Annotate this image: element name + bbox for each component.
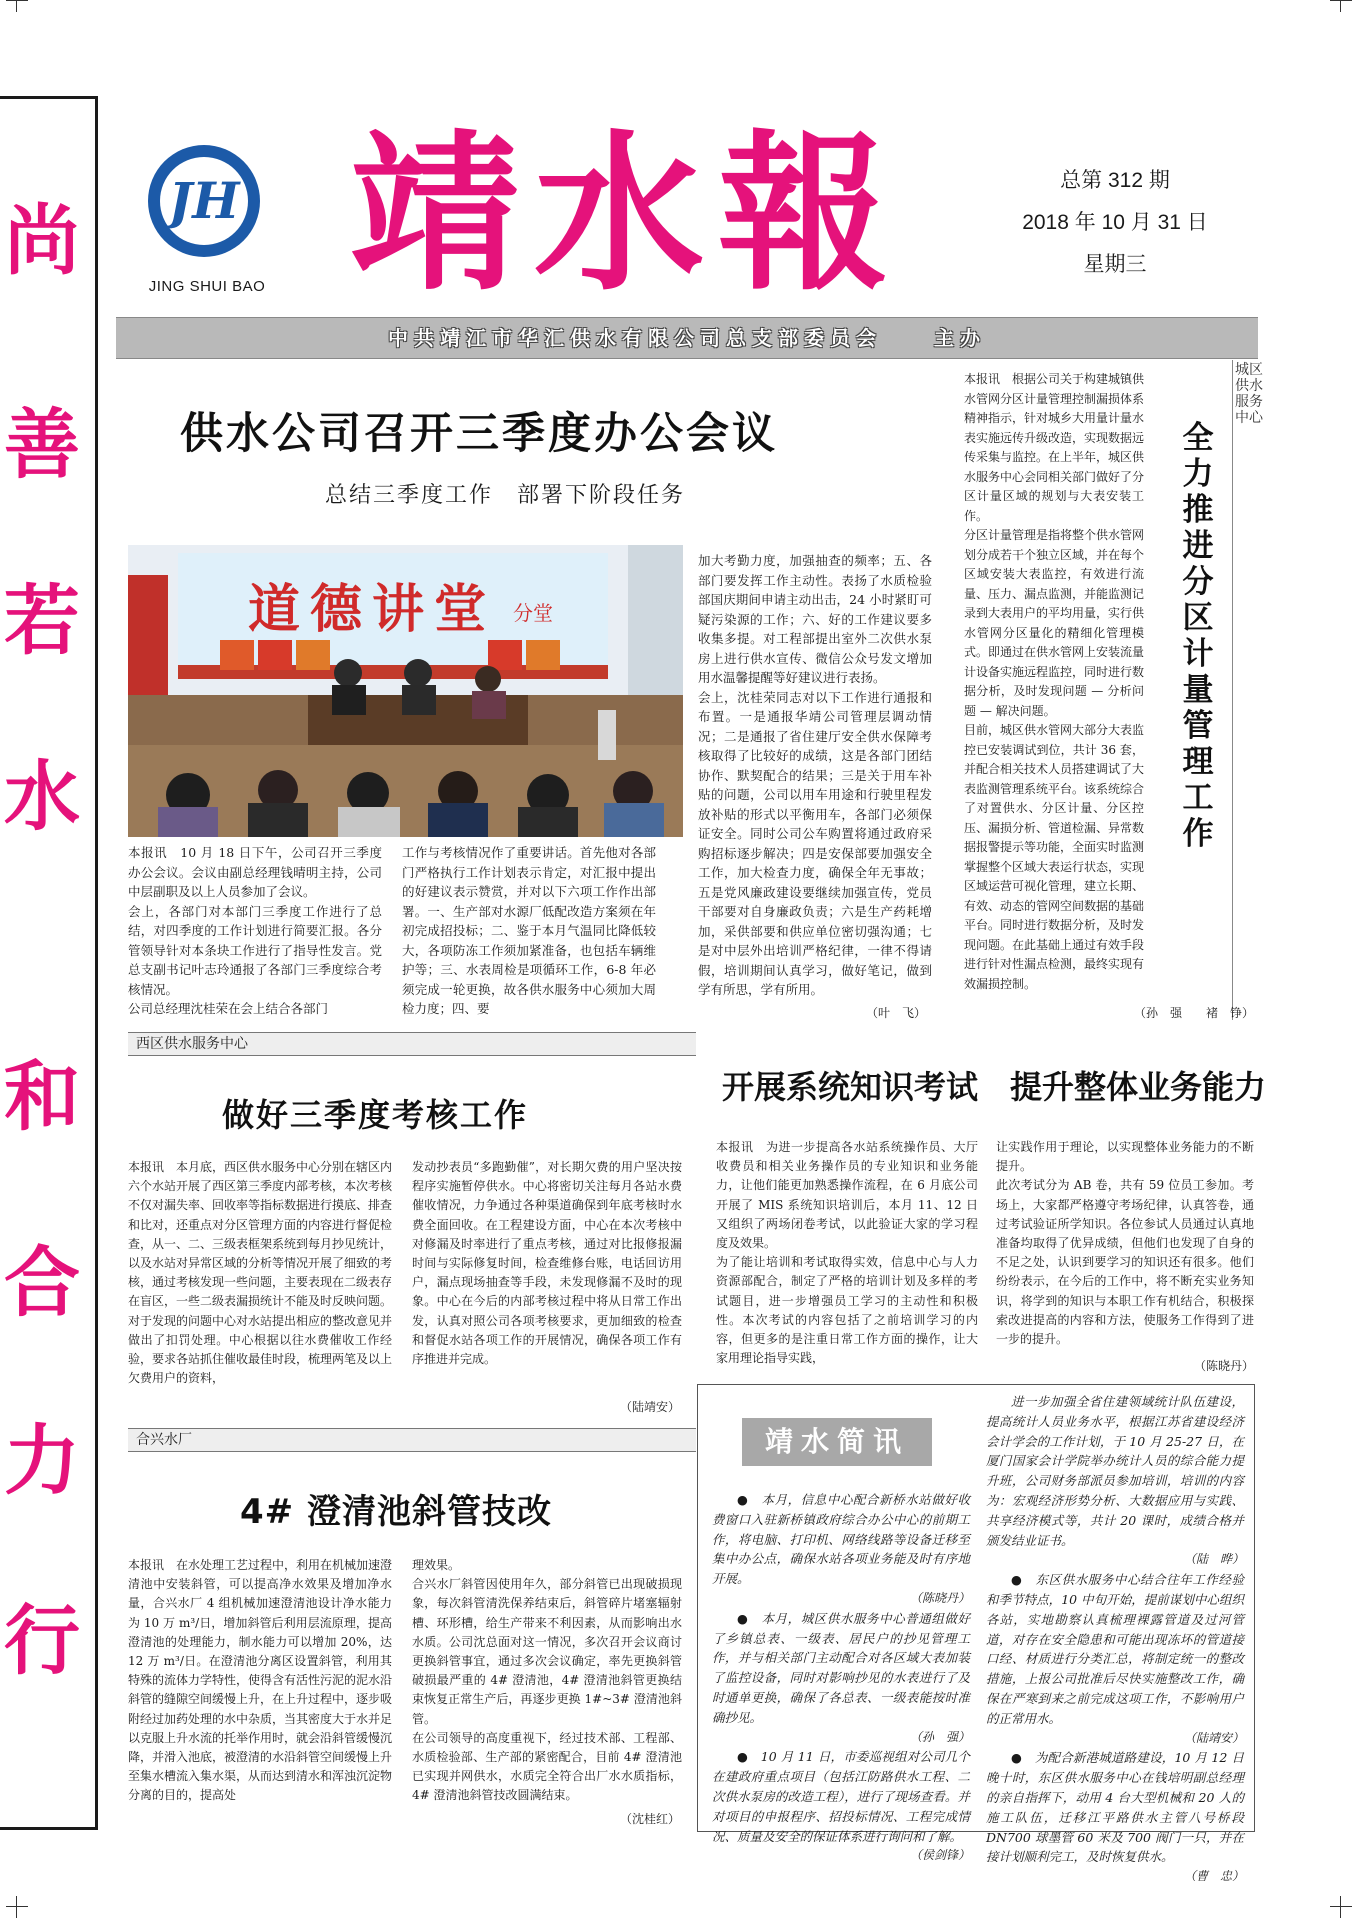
section-tag-hexing: 合兴水厂 <box>128 1428 696 1452</box>
exam-headline: 开展系统知识考试 提升整体业务能力 <box>722 1068 1267 1106</box>
slogan-char: 水 <box>4 752 80 841</box>
hexing-author: （沈桂红） <box>619 1812 680 1826</box>
slogan-char: 行 <box>4 1596 80 1685</box>
photo-banner-sub: 分堂 <box>513 601 553 625</box>
section-tag-city: 城区供水服务中心 <box>1235 362 1263 426</box>
brief-text: ● 本月，城区供水服务中心普通组做好了乡镇总表、一级表、居民户的抄见管理工作，并与相关部门主动配合对各区域大表加装了监控设备，同时对影响抄见的水表进行了及时通单更换，确保了各总表、一级表能按时准确抄见。 <box>712 1610 970 1725</box>
lead-body-col3-top: 加大考勤力度，加强抽查的频率；五、各部门要发挥工作主动性。表扬了水质检验部国庆期间申请主动出击，24 小时紧盯可疑污染源的工作；六、好的工作建议要多收集多提。对工程部提出室外二次供水泵房上进行供水宣传、微信公众号发文增加用水温馨提醒等好建议进行表扬。 会上，沈桂荣同志对以下工作进行通报和布置。一是通报华靖公司管理层调动情况；二是通报了省住建厅安全供水保障考核取得了比较好的成绩，这是各部门团结协作、默契配合的结果；三是关于用车补贴的问题，公司以用车用途和行驶里程发放补贴的形式以平衡用车，各部门必须保证安全。同时公司公车购置将通过政府采购招标逐步解决；四是安保部要加强安全工作，加大检查力度，确保全年无事故；五是党风廉政建设要继续加强宣传，党员干部要对自身廉政负责；六是生产药耗增加，采供部要和供应单位密切强沟通；七是对中层外出培训严格纪律，一律不得请假，培训期间认真学习，做好笔记，做到学有所思，学有所用。 <box>698 553 932 997</box>
briefs-right-column <box>986 1392 1244 1887</box>
hexing-headline: 4# 澄清池斜管技改 <box>240 1492 552 1532</box>
brief-text: 进一步加强全省住建领域统计队伍建设，提高统计人员业务水平，根据江苏省建设经济会计学会的工作计划，于 10 月 25-27 日，在厦门国家会计学院举办统计人员的综合能力提升班，公司财务部派员参加培训，培训的内容为：宏观经济形势分析、大数据应用与实践、共享经济模式等，共计 20 课时，成绩合格并颁发结业证书。 <box>986 1394 1244 1548</box>
photo-banner-text: 道德讲堂 <box>248 580 497 640</box>
masthead-title: 靖水報 <box>350 116 903 314</box>
brief-author: （陈晓丹） <box>909 1590 970 1605</box>
brief-author: （陆靖安） <box>1183 1730 1244 1745</box>
west-headline: 做好三季度考核工作 <box>222 1096 529 1134</box>
hexing-body-col1: 本报讯 在水处理工艺过程中，利用在机械加速澄清池中安装斜管，可以提高净水效果及增加净水量，合兴水厂 4 组机械加速澄清池设计净水能力为 10 万 m³/日，增加斜管后利用层流原理，提高澄清池的处理能力，制水能力可以增加 20%，达 12 万 m³/日。在澄清池分离区设置斜管，利用其特殊的流体力学特性，使得含有活性污泥的泥水沿斜管的缝隙空间缓慢上升，在上升过程中，逐步吸附经过加药处理的水中杂质，当其密度大于水并足以克服上升水流的托举作用时，就会沿斜管缓慢沉降，并滑入池底，被澄清的水沿斜管空间缓慢上升至集水槽流入集水渠，从而达到清水和浑浊沉淀物分离的目的，提高处 <box>128 1558 393 1803</box>
brief-text: ● 10 月 11 日，市委巡视组对公司几个在建政府重点项目（包括江防路供水工程、二次供水泵房的改造工程），进行了现场查看。并对项目的申报程序、招投标情况、工程完成情况、质量及安全的保证体系进行询问和了解。 <box>712 1749 970 1844</box>
brief-item <box>712 1609 970 1748</box>
newspaper-logo <box>148 145 260 257</box>
brief-author: （孙 强） <box>909 1729 970 1744</box>
brief-author: （曹 忠） <box>1183 1869 1244 1884</box>
briefs-title: 靖水简讯 <box>742 1418 932 1466</box>
brief-item <box>986 1748 1244 1887</box>
logo-caption: JING SHUI BAO <box>148 278 266 295</box>
briefs-left-column <box>712 1490 970 1866</box>
slogan-char: 合 <box>4 1238 80 1327</box>
west-author: （陆靖安） <box>619 1400 680 1414</box>
lead-headline: 供水公司召开三季度办公会议 <box>180 409 778 459</box>
crop-mark-top-left <box>6 0 28 12</box>
west-body-col2: 发动抄表员“多跑勤催”，对长期欠费的用户坚决按程序实施暂停供水。中心将密切关注每月各站水费催收情况，力争通过各种渠道确保到年底考核时水费全面回收。在工程建设方面，中心在本次考核中对修漏及时率进行了重点考核，通过对比报修报漏时间与实际修复时间，检查维修台账，电话回访用户，漏点现场抽查等手段，未发现修漏不及时的现象。中心在今后的内部考核过程中将从日常工作出发，认真对照公司各项考核要求，更加细致的检查和督促水站各项工作的开展情况，确保各项工作有序推进并完成。 <box>412 1160 682 1367</box>
lead-subheadline: 总结三季度工作 部署下阶段任务 <box>325 483 686 508</box>
brief-text: ● 本月，信息中心配合新桥水站做好收费窗口入驻新桥镇政府综合办公中心的前期工作，将电脑、打印机、网络线路等设备迁移至集中办公点，确保水站各项业务能及时有序地开展。 <box>712 1492 970 1587</box>
lead-photo <box>128 545 683 837</box>
crop-mark-bottom-right <box>1330 1896 1352 1918</box>
hexing-body-col2: 理效果。 合兴水厂斜管因使用年久，部分斜管已出现破损现象，每次斜管清洗保养结束后，斜管碎片堵塞辐射槽、环形槽，给生产带来不利因素，从而影响出水水质。公司沈总面对这一情况，多次召开会议商讨更换斜管事宜，通过多次会议确定，率先更换斜管破损最严重的 4# 澄清池，4# 澄清池斜管更换结束恢复正常生产后，再逐步更换 1#~3# 澄清池斜管。 在公司领导的高度重视下，经过技术部、工程部、水质检验部、生产部的紧密配合，目前 4# 澄清池已实现并网供水，水质完全符合出厂水水质指标，4# 澄清池斜管技改圆满结束。 <box>412 1558 682 1803</box>
issue-number: 总第 312 期 <box>1060 169 1170 192</box>
lead-body-col1: 本报讯 10 月 18 日下午，公司召开三季度办公会议。会议由副总经理钱晴明主持，公司中层副职及以上人员参加了会议。 会上，各部门对本部门三季度工作进行了总结，对四季度的工作计划进行简要汇报。各分管领导针对本条块工作进行了指导性发言。党总支副书记叶志玲通报了各部门三季度综合考核情况。 公司总经理沈桂荣在会上结合各部门 <box>128 845 382 1016</box>
city-body-bottom <box>964 765 1254 1005</box>
city-author: （孙 强 褚 铮） <box>1133 1006 1254 1020</box>
brief-item <box>986 1570 1244 1748</box>
brief-author: （陆 晔） <box>1183 1552 1244 1567</box>
exam-author: （陈晓丹） <box>1193 1359 1254 1373</box>
city-body-top: 本报讯 根据公司关于构建城镇供水管网分区计量管理控制漏损体系精神指示，针对城乡大用量计量水表实施远传升级改造，实现数据远传采集与监控。在上半年，城区供水服务中心会同相关部门做好了分区计量区域的规划与大表安装工作。 分区计量管理是指将整个供水管网划分成若干个独立区域，并在每个区域安装大表监控，有效进行流量、压力、漏点监测，并能监测记录到大表用户的平均用量，实行供水管网分区量化的精细化管理模式。即通过在供水管网上安装流量计设备实施远程监控，同时进行数据分析，及时发现问题 — 分析问题 — 解决问题。 目前，城区供水管网大部分大表监控已安装调试到位，共计 36 套，并配合相关技术人员搭建调试了大表监测管理系统平台。该系统综合了对置供水、分区计量、分区控压、漏损分析、管道检漏、异常数据报警提示等功能，全面实时监测掌握整个区域大表运行状态，实现区域运营可视化管理，建立长期、有效、动态的管网空间数据的基础平台。同时进行数据分析，及时发现问题。在此基础上通过有效手段进行针对性漏点检测，最终实现有效漏损控制。 <box>964 372 1145 991</box>
exam-body-col1: 本报讯 为进一步提高各水站系统操作员、大厅收费员和相关业务操作员的专业知识和业务能力，让他们能更加熟悉操作流程，在 6 月底公司开展了 MIS 系统知识培训后，本月 11、12 日又组织了两场闭卷考试，以此验证大家的学习程度及效果。 为了能让培训和考试取得实效，信息中心与人力资源部配合，制定了严格的培训计划及多样的考试题目，进一步增强员工学习的主动性和积极性。本次考试的内容包括了之前培训学习的内容，但更多的是注重日常工作方面的操作，让大家用理论指导实践， <box>716 1140 978 1366</box>
crop-mark-top-right <box>1330 0 1352 12</box>
crop-mark-bottom-left <box>6 1896 28 1918</box>
slogan-char: 若 <box>4 576 80 665</box>
slogan-char: 善 <box>4 400 80 489</box>
logo-monogram: JH <box>160 157 248 245</box>
brief-item <box>712 1747 970 1866</box>
lead-body-col3-bottom <box>678 843 932 1013</box>
section-tag-west: 西区供水服务中心 <box>128 1032 696 1056</box>
sponsor-text: 中共靖江市华汇供水有限公司总支部委员会 主办 <box>388 326 986 350</box>
slogan-char: 尚 <box>4 196 80 285</box>
slogan-char: 和 <box>4 1052 80 1141</box>
brief-item <box>986 1392 1244 1570</box>
issue-weekday: 星期三 <box>1083 253 1147 276</box>
brief-item <box>712 1490 970 1609</box>
slogan-char: 力 <box>4 1416 80 1505</box>
slogan-column <box>0 96 98 1830</box>
brief-text: ● 东区供水服务中心结合往年工作经验和季节特点，10 中旬开始，提前谋划中心组织各站，实地勘察认真梳理裸露管道及过河管道，对存在安全隐患和可能出现冻坏的管道接口经、材质进行分类汇总，将制定统一的整改措施，上报公司批准后尽快实施整改工作，确保在严寒到来之前完成这项工作，不影响用户的正常用水。 <box>986 1572 1244 1726</box>
brief-text: ● 为配合新港城道路建设，10 月 12 日晚十时，东区供水服务中心在钱培明副总经理的亲自指挥下，动用 4 台大型机械和 20 人的施工队伍，迁移江平路供水主管八号桥段 DN700 球墨管 60 米及 700 阀门一只，并在接计划顺利完工，及时恢复供水。 <box>986 1750 1244 1865</box>
exam-body-col2: 让实践作用于理论，以实现整体业务能力的不断提升。 此次考试分为 AB 卷，共有 59 位员工参加。考场上，大家都严格遵守考场纪律，认真答卷，通过考试验证所学知识。各位参试人员通过认真地准备均取得了优异成绩，但他们也发现了自身的不足之处，认识到要学习的知识还有很多。他们纷纷表示，在今后的工作中，将不断充实业务知识，将学到的知识与本职工作有机结合，积极探索改进提高的内容和方法，使服务工作得到了进一步的提升。 <box>996 1140 1254 1347</box>
lead-body-col2: 工作与考核情况作了重要讲话。首先他对各部门严格执行工作计划表示肯定，对汇报中提出的好建议表示赞赏，并对以下六项工作作出部署。一、生产部对水源厂低配改造方案须在年初完成招投标；二、鉴于本月气温同比降低较大，各项防冻工作须加紧准备，也包括车辆维护等；三、水表周检是项循环工作，6-8 年必须完成一轮更换，故各供水服务中心须加大周检力度；四、要 <box>402 845 656 1016</box>
issue-date: 2018 年 10 月 31 日 <box>1022 211 1208 234</box>
lead-author: （叶 飞） <box>865 1006 926 1020</box>
brief-author: （侯剑锋） <box>909 1848 970 1863</box>
west-body-col1: 本报讯 本月底，西区供水服务中心分别在辖区内六个水站开展了西区第三季度内部考核，本次考核不仅对漏失率、回收率等指标数据进行摸底、排查和比对，还重点对分区管理方面的内容进行督促检查，从一、二、三级表框架系统到每月抄见统计，以及水站对异常区域的分析等情况开展了细致的考核，通过考核发现一些问题，主要表现在二级表存在盲区，一些二级表漏损统计不能及时反映问题。对于发现的问题中心对水站提出相应的整改意见并做出了扣罚处理。中心根据以往水费催收工作经验，要求各站抓住催收最佳时段，梳理两笔及以上欠费用户的资料， <box>128 1160 393 1386</box>
sponsor-bar <box>116 317 1258 359</box>
city-headline: 全力推进分区计量管理工作 <box>1182 420 1214 852</box>
